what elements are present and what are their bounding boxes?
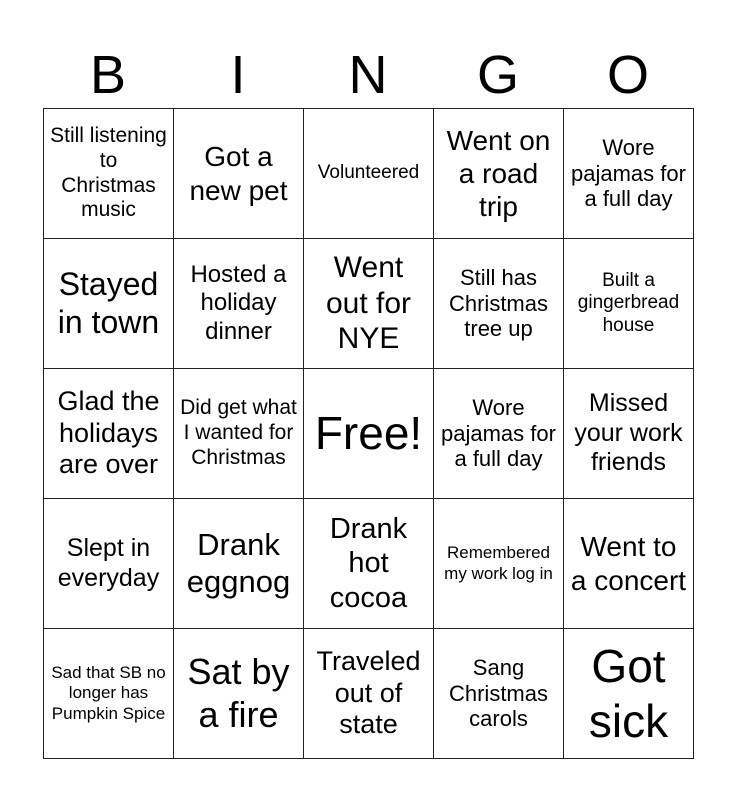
header-letter-o: O xyxy=(606,45,649,105)
card-row xyxy=(44,369,694,499)
bingo-cell[interactable]: Traveled out of state xyxy=(304,629,434,759)
header-letter-g: G xyxy=(476,45,519,105)
bingo-cell[interactable]: Did get what I wanted for Christmas xyxy=(174,369,304,499)
bingo-cell[interactable]: Sang Christmas carols xyxy=(434,629,564,759)
card-row xyxy=(44,499,694,629)
header-letter-n: N xyxy=(348,45,388,105)
bingo-cell[interactable]: Drank hot cocoa xyxy=(304,499,434,629)
bingo-cell[interactable]: Went out for NYE xyxy=(304,239,434,369)
bingo-cell[interactable]: Sat by a fire xyxy=(174,629,304,759)
bingo-cell[interactable]: Hosted a holiday dinner xyxy=(174,239,304,369)
bingo-cell[interactable]: Went on a road trip xyxy=(434,109,564,239)
bingo-cell[interactable]: Went to a concert xyxy=(564,499,694,629)
card-row xyxy=(44,629,694,759)
bingo-cell[interactable]: Wore pajamas for a full day xyxy=(434,369,564,499)
bingo-header xyxy=(43,42,693,108)
bingo-cell[interactable]: Stayed in town xyxy=(44,239,174,369)
bingo-cell[interactable]: Still listening to Christmas music xyxy=(44,109,174,239)
bingo-cell[interactable]: Drank eggnog xyxy=(174,499,304,629)
bingo-cell[interactable]: Wore pajamas for a full day xyxy=(564,109,694,239)
bingo-cell[interactable]: Missed your work friends xyxy=(564,369,694,499)
bingo-cell[interactable]: Remembered my work log in xyxy=(434,499,564,629)
header-letter-b: B xyxy=(89,45,127,105)
card-row xyxy=(44,109,694,239)
header-letter-i: I xyxy=(230,45,246,105)
bingo-cell[interactable]: Got a new pet xyxy=(174,109,304,239)
bingo-cell-free[interactable]: Free! xyxy=(304,369,434,499)
bingo-cell[interactable]: Slept in everyday xyxy=(44,499,174,629)
bingo-cell[interactable]: Sad that SB no longer has Pumpkin Spice xyxy=(44,629,174,759)
bingo-cell[interactable]: Glad the holidays are over xyxy=(44,369,174,499)
bingo-cell[interactable]: Built a gingerbread house xyxy=(564,239,694,369)
bingo-cell[interactable]: Volunteered xyxy=(304,109,434,239)
bingo-card xyxy=(43,108,694,759)
card-row xyxy=(44,239,694,369)
bingo-cell[interactable]: Got sick xyxy=(564,629,694,759)
bingo-cell[interactable]: Still has Christmas tree up xyxy=(434,239,564,369)
